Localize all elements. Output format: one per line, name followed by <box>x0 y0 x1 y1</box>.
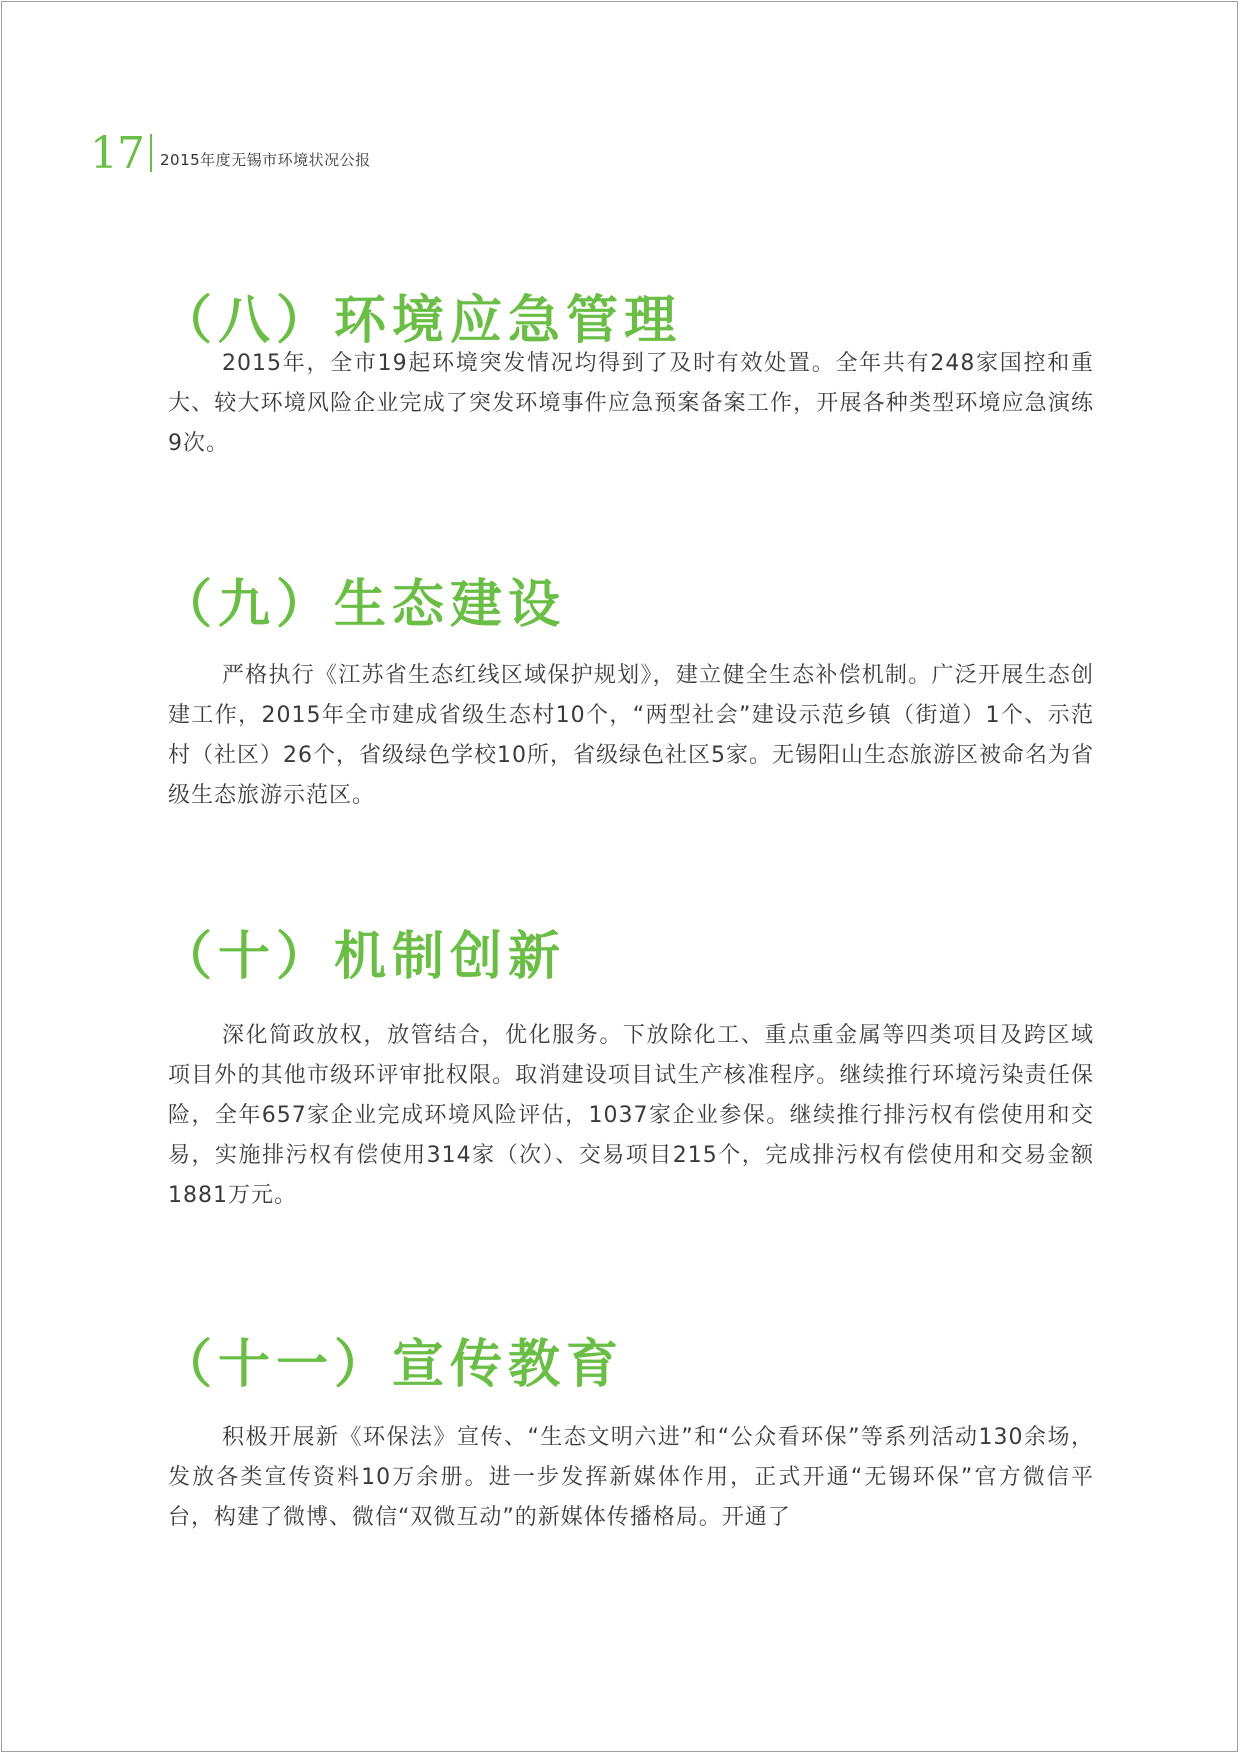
section-paragraph-mechanism-innovation: 深化简政放权，放管结合，优化服务。下放除化工、重点重金属等四类项目及跨区域项目外的其他市级环评审批权限。取消建设项目试生产核准程序。继续推行环境污染责任保险，全年657家企业完成环境风险评估，1037家企业参保。继续推行排污权有偿使用和交易，实施排污权有偿使用314家（次）、交易项目215个，完成排污权有偿使用和交易金额1881万元。 <box>168 1023 1094 1208</box>
section-paragraph-emergency-management: 2015年，全市19起环境突发情况均得到了及时有效处置。全年共有248家国控和重大、较大环境风险企业完成了突发环境事件应急预案备案工作，开展各种类型环境应急演练9次。 <box>168 351 1094 456</box>
section-heading-mechanism-innovation: （十）机制创新 <box>160 927 567 988</box>
section-heading-ecological-construction: （九）生态建设 <box>160 575 567 636</box>
header-divider <box>150 134 152 172</box>
section-heading-publicity-education: （十一）宣传教育 <box>160 1335 625 1396</box>
report-title: 2015年度无锡市环境状况公报 <box>160 151 371 169</box>
page-header <box>90 128 371 179</box>
page-number: 17 <box>90 128 144 179</box>
section-paragraph-publicity-education: 积极开展新《环保法》宣传、“生态文明六进”和“公众看环保”等系列活动130余场，发放各类宣传资料10万余册。进一步发挥新媒体作用，正式开通“无锡环保”官方微信平台，构建了微博、微信“双微互动”的新媒体传播格局。开通了 <box>168 1425 1094 1530</box>
section-heading-emergency-management: （八）环境应急管理 <box>160 291 683 352</box>
section-paragraph-ecological-construction: 严格执行《江苏省生态红线区域保护规划》，建立健全生态补偿机制。广泛开展生态创建工作，2015年全市建成省级生态村10个，“两型社会”建设示范乡镇（街道）1个、示范村（社区）26个，省级绿色学校10所，省级绿色社区5家。无锡阳山生态旅游区被命名为省级生态旅游示范区。 <box>168 663 1094 808</box>
